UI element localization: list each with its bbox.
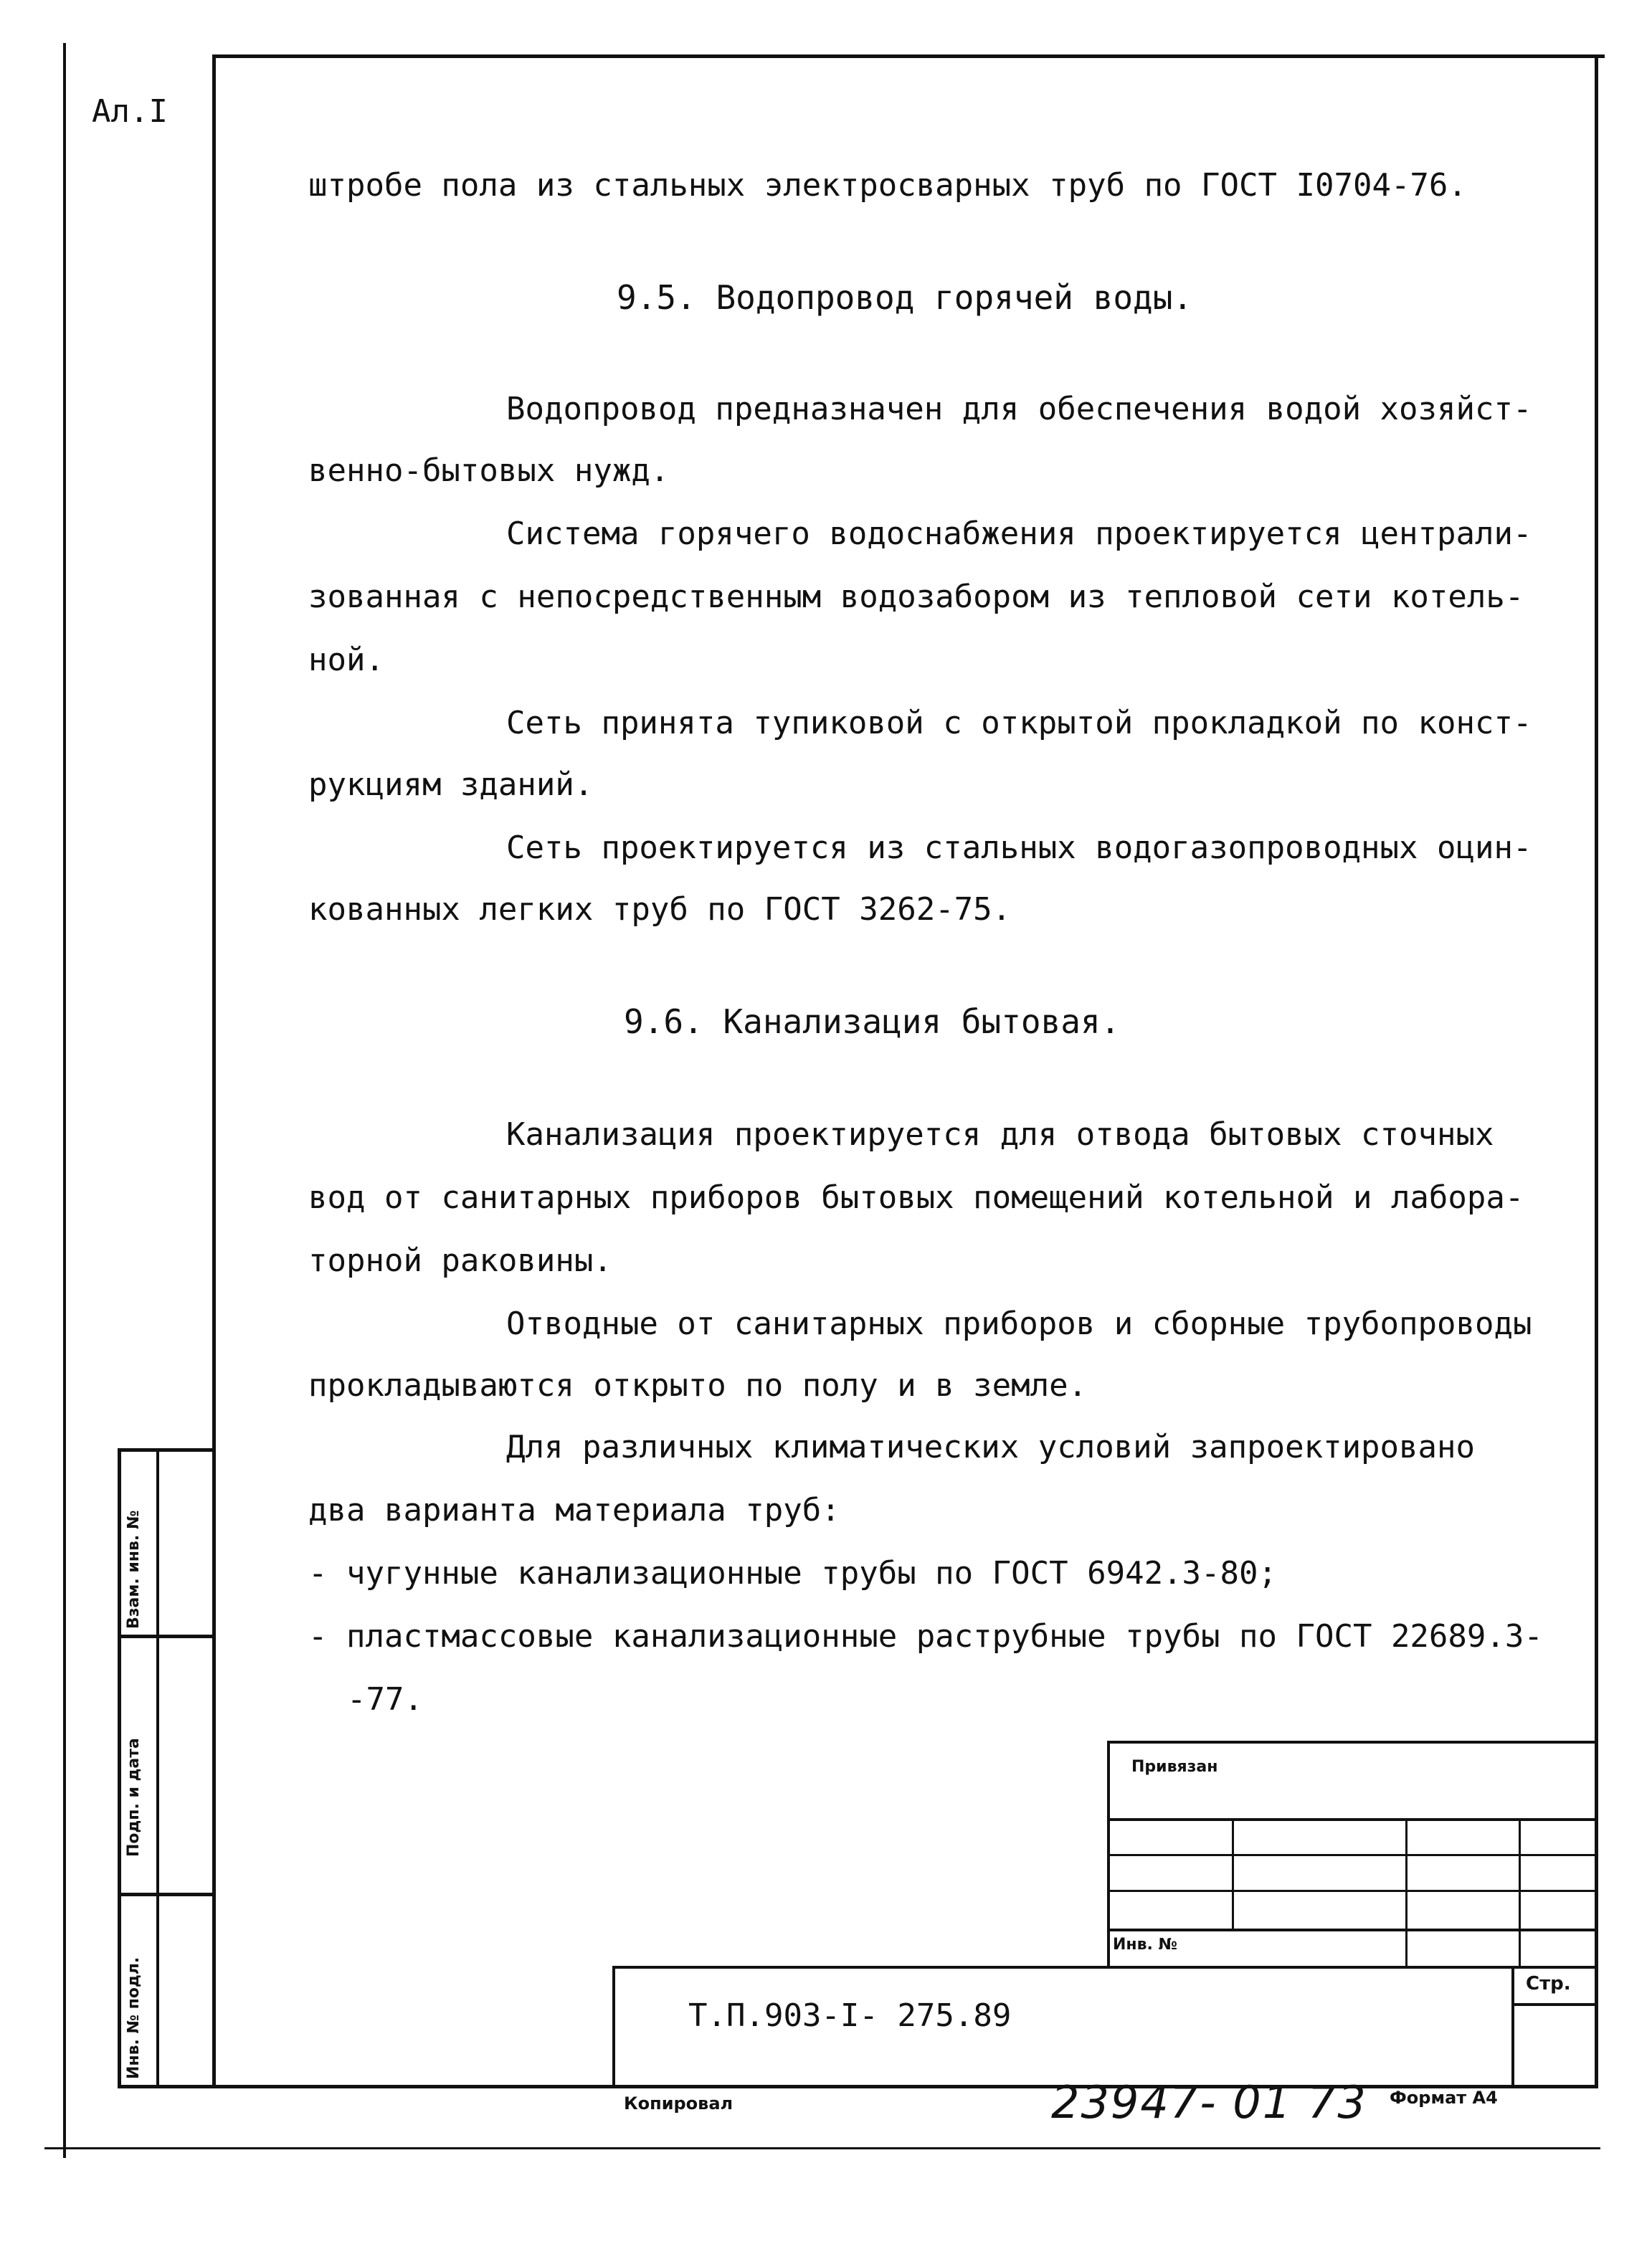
inv-no-label: Инв. № (1113, 1936, 1178, 1954)
privyazan-label: Привязан (1131, 1758, 1218, 1776)
format-label: Формат А4 (1390, 2088, 1498, 2108)
tb-row-1 (1107, 1818, 1598, 1821)
paragraph-line: Отводные от санитарных приборов и сборные трубопроводы (506, 1306, 1532, 1342)
tb-row-2 (1107, 1854, 1598, 1856)
stamp-inner-divider (156, 1448, 159, 2086)
tb-col-1 (1232, 1818, 1234, 1930)
paragraph-line: рукциям зданий. (308, 766, 594, 803)
section-heading-9-5: 9.5. Водопровод горячей воды. (617, 278, 1193, 317)
list-item: - пластмассовые канализационные раструбные трубы по ГОСТ 22689.3- (308, 1618, 1543, 1655)
page-label: Стр. (1526, 1973, 1571, 1995)
paragraph-line: Сеть проектируется из стальных водогазопроводных оцин- (506, 829, 1532, 866)
paragraph-line: Канализация проектируется для отвода бытовых сточных (506, 1116, 1494, 1153)
str-divider (1511, 2003, 1598, 2006)
section-heading-9-6: 9.6. Канализация бытовая. (624, 1002, 1121, 1041)
tb-row-3 (1107, 1890, 1598, 1892)
paragraph-line: ной. (308, 642, 384, 678)
stamp-outer-left (118, 1448, 121, 2086)
paragraph-line: Для различных климатических условий запроектировано (506, 1429, 1476, 1465)
stamp-label-inv-podl: Инв. № подл. (125, 1957, 143, 2079)
frame-top (212, 54, 1605, 58)
designation-right-divider (1511, 1966, 1514, 2088)
stamp-label-vzam: Взам. инв. № (125, 1510, 143, 1629)
left-margin-line (63, 43, 66, 2158)
paragraph-line: торной раковины. (308, 1242, 612, 1279)
bottom-margin-line (44, 2147, 1600, 2149)
frame-bottom (118, 2085, 1598, 2088)
paragraph-line: прокладываются открыто по полу и в земле. (308, 1367, 1088, 1404)
paragraph-line: вод от санитарных приборов бытовых помещений котельной и лабора- (308, 1179, 1524, 1216)
tb-top (1107, 1741, 1598, 1744)
stamp-label-podp: Подп. и дата (125, 1738, 143, 1857)
frame-right (1595, 54, 1598, 2088)
stamp-divider-2 (118, 1893, 214, 1896)
designation-left (612, 1966, 615, 2088)
designation-top (612, 1966, 1598, 1969)
list-item-continuation: -77. (347, 1681, 423, 1718)
frame-left (212, 54, 216, 2088)
tb-col-3 (1519, 1818, 1521, 1969)
sheet-mark: Ал.I (92, 93, 168, 130)
handwritten-number: 23947- 01 73 (1051, 2076, 1367, 2129)
paragraph-line: зованная с непосредственным водозабором из тепловой сети котель- (308, 579, 1524, 615)
document-designation: Т.П.903-I- 275.89 (688, 1997, 1012, 2034)
paragraph-line: Система горячего водоснабжения проектируется централи- (506, 515, 1532, 552)
paragraph-line: венно-бытовых нужд. (308, 452, 670, 489)
kopiroval-label: Копировал (624, 2093, 734, 2114)
tb-col-2 (1405, 1818, 1407, 1969)
paragraph-line: Сеть принята тупиковой с открытой прокладкой по конст- (506, 705, 1532, 741)
stamp-divider-1 (118, 1635, 214, 1638)
paragraph-line: два варианта материала труб: (308, 1492, 840, 1529)
paragraph-line: кованных легких труб по ГОСТ 3262-75. (308, 891, 1012, 928)
paragraph-line: Водопровод предназначен для обеспечения водой хозяйст- (506, 391, 1532, 427)
tb-row-4 (1107, 1929, 1598, 1931)
stamp-top (118, 1448, 214, 1452)
list-item: - чугунные канализационные трубы по ГОСТ 6942.3-80; (308, 1555, 1278, 1592)
paragraph-line: штробе пола из стальных электросварных труб по ГОСТ I0704-76. (308, 167, 1467, 204)
